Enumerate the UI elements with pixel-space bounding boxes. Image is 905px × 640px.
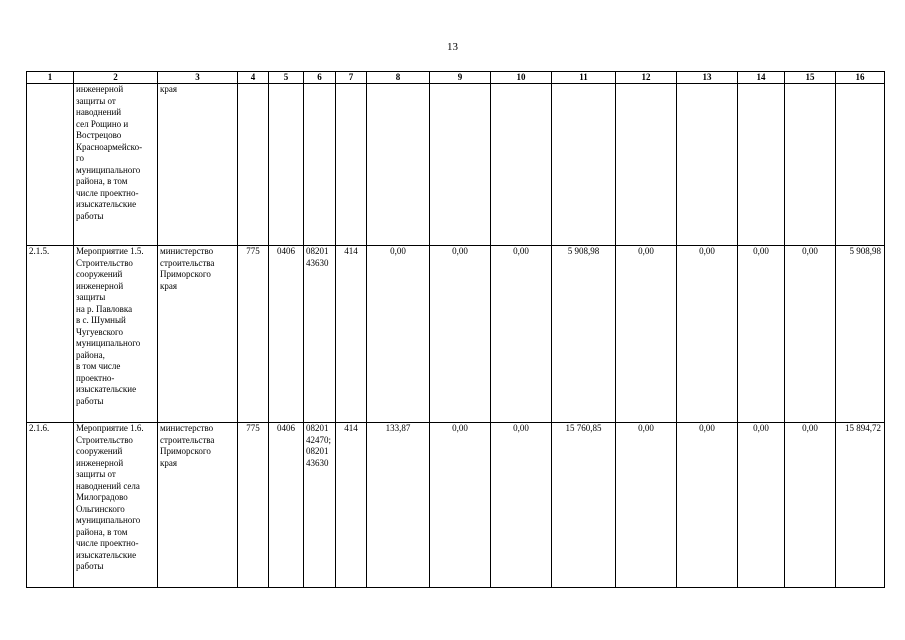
table-row <box>27 84 885 246</box>
header-cell: 1 <box>27 72 74 84</box>
value-cell: 0,00 <box>785 423 836 588</box>
code-cell: 775 <box>238 246 269 423</box>
value-cell <box>367 84 430 246</box>
value-cell: 0,00 <box>738 246 785 423</box>
row-number-cell: 2.1.6. <box>27 423 74 588</box>
total-cell <box>836 84 885 246</box>
header-cell: 6 <box>304 72 336 84</box>
page-number: 13 <box>447 41 458 53</box>
executor-cell: министерство строительства Приморского края <box>158 423 238 588</box>
header-cell: 7 <box>336 72 367 84</box>
value-cell: 0,00 <box>616 423 677 588</box>
code-cell: 08201 42470; 08201 43630 <box>304 423 336 588</box>
header-cell: 5 <box>269 72 304 84</box>
code-cell <box>238 84 269 246</box>
executor-cell: края <box>158 84 238 246</box>
row-number-cell: 2.1.5. <box>27 246 74 423</box>
value-cell <box>677 84 738 246</box>
code-cell: 414 <box>336 246 367 423</box>
row-number-cell <box>27 84 74 246</box>
total-cell: 15 894,72 <box>836 423 885 588</box>
value-cell: 0,00 <box>677 246 738 423</box>
code-cell: 775 <box>238 423 269 588</box>
code-cell: 0406 <box>269 246 304 423</box>
value-cell: 15 760,85 <box>552 423 616 588</box>
code-cell <box>269 84 304 246</box>
header-cell: 13 <box>677 72 738 84</box>
value-cell <box>430 84 491 246</box>
header-cell: 16 <box>836 72 885 84</box>
header-cell: 3 <box>158 72 238 84</box>
code-cell: 08201 43630 <box>304 246 336 423</box>
value-cell <box>785 84 836 246</box>
table-row <box>27 246 885 423</box>
table-header-row <box>27 72 885 84</box>
value-cell: 0,00 <box>785 246 836 423</box>
total-cell: 5 908,98 <box>836 246 885 423</box>
value-cell <box>552 84 616 246</box>
value-cell <box>616 84 677 246</box>
header-cell: 8 <box>367 72 430 84</box>
code-cell <box>336 84 367 246</box>
value-cell: 0,00 <box>616 246 677 423</box>
header-cell: 10 <box>491 72 552 84</box>
code-cell <box>304 84 336 246</box>
value-cell: 0,00 <box>430 246 491 423</box>
value-cell: 5 908,98 <box>552 246 616 423</box>
value-cell: 0,00 <box>738 423 785 588</box>
value-cell: 0,00 <box>491 246 552 423</box>
value-cell <box>738 84 785 246</box>
executor-cell: министерство строительства Приморского края <box>158 246 238 423</box>
value-cell <box>491 84 552 246</box>
code-cell: 0406 <box>269 423 304 588</box>
measure-name-cell: Мероприятие 1.5. Строительство сооружений инженерной защиты на р. Павловка в с. Шумный Чугуевского муниципального района, в том числе проектно- изыскательские работы <box>74 246 158 423</box>
value-cell: 133,87 <box>367 423 430 588</box>
value-cell: 0,00 <box>677 423 738 588</box>
header-cell: 9 <box>430 72 491 84</box>
code-cell: 414 <box>336 423 367 588</box>
value-cell: 0,00 <box>430 423 491 588</box>
header-cell: 11 <box>552 72 616 84</box>
budget-table <box>26 71 885 588</box>
value-cell: 0,00 <box>491 423 552 588</box>
header-cell: 14 <box>738 72 785 84</box>
header-cell: 15 <box>785 72 836 84</box>
header-cell: 4 <box>238 72 269 84</box>
header-cell: 12 <box>616 72 677 84</box>
header-cell: 2 <box>74 72 158 84</box>
table-row <box>27 423 885 588</box>
measure-name-cell: Мероприятие 1.6. Строительство сооружений инженерной защиты от наводнений села Милоградово Ольгинского муниципального района, в том числе проектно- изыскательские работы <box>74 423 158 588</box>
value-cell: 0,00 <box>367 246 430 423</box>
measure-name-cell: инженерной защиты от наводнений сел Рощино и Вострецово Красноармейско- го муниципального района, в том числе проектно- изыскательские работы <box>74 84 158 246</box>
